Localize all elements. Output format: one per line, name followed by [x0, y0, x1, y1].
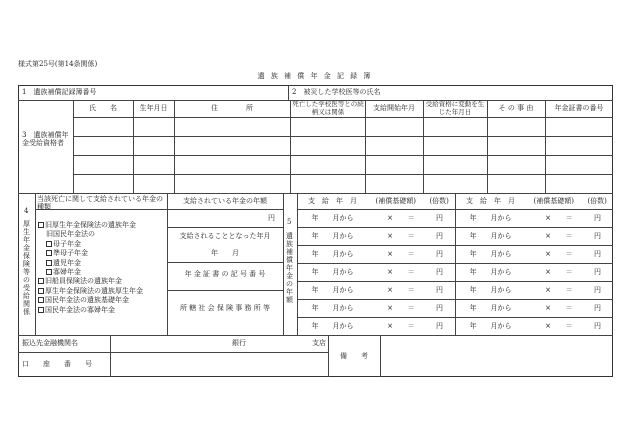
pension-options [38, 221, 166, 315]
amount-header: 支給されている年金の年額 [183, 197, 267, 205]
cell-times: × [545, 285, 551, 294]
page-title: 遺 族 補 償 年 金 記 録 簿 [257, 72, 373, 80]
option-kokumin-kiso[interactable] [38, 296, 166, 305]
cell-from: 年 月から [469, 267, 512, 276]
start-year-month: 年 月 [211, 249, 239, 257]
header-reason: そ の 事 由 [498, 104, 534, 112]
row-line [73, 136, 613, 137]
option-old-kosei[interactable] [38, 221, 166, 230]
option-label: 旧船員保険法の遺族年金 [45, 277, 122, 286]
cell-from: 年 月から [469, 231, 512, 240]
option-boshi[interactable] [38, 240, 166, 249]
cell-equals: ＝ [407, 285, 415, 294]
row-line [73, 174, 613, 175]
col-line [288, 85, 289, 100]
row-line [297, 317, 613, 318]
row-line [297, 245, 613, 246]
checkbox-icon[interactable] [38, 288, 44, 294]
cell-yen: 円 [436, 249, 443, 258]
checkbox-icon[interactable] [38, 278, 44, 284]
col-line [133, 100, 134, 193]
form-number: 様式第25号(第14条関係) [18, 60, 98, 68]
option-iji[interactable] [38, 259, 166, 268]
header-start: 支給開始年月 [373, 104, 415, 112]
option-label: 母子年金 [53, 239, 81, 248]
row-line [18, 193, 613, 194]
bank-text: 銀行 [232, 339, 246, 347]
amount-unit: 円 [268, 214, 275, 222]
row-line [18, 352, 328, 353]
row-line [18, 335, 613, 336]
cell-yen: 円 [594, 213, 601, 222]
col-line [73, 100, 74, 193]
branch-text: 支店 [312, 339, 326, 347]
header-pay-period: 支 給 年 月 [308, 197, 358, 205]
header-address: 住 所 [211, 104, 253, 112]
cell-equals: ＝ [565, 213, 573, 222]
option-label: 寡婦年金 [53, 268, 81, 277]
header-pay-period: 支 給 年 月 [466, 197, 516, 205]
option-kokumin-kafu[interactable] [38, 306, 166, 315]
cell-yen: 円 [436, 303, 443, 312]
option-senin[interactable] [38, 277, 166, 286]
section1-label: 1 遺族補償記録簿番号 [22, 88, 97, 96]
header-relation: 死亡した学校医等との続柄又は関係 [292, 100, 364, 116]
col-line [110, 335, 111, 377]
header-change: 受給資格に変動を生じた年月日 [425, 100, 485, 116]
cell-from: 年 月から [311, 267, 354, 276]
account-label: 口 座 番 号 [22, 360, 92, 368]
cell-equals: ＝ [565, 231, 573, 240]
cell-times: × [387, 285, 393, 294]
checkbox-icon[interactable] [38, 222, 44, 228]
section5-vertical-label: 遺族補償年金の年額 [286, 232, 293, 304]
cell-yen: 円 [594, 249, 601, 258]
section4-header: 当該死亡に関して支給されている年金の種類 [37, 195, 163, 211]
section4-number: 4 [24, 207, 29, 215]
section3-label-text: 3 遺族補償年金受給資格者 [22, 131, 69, 147]
col-line [283, 193, 284, 335]
cell-equals: ＝ [407, 267, 415, 276]
option-label: 準母子年金 [53, 249, 88, 258]
cell-yen: 円 [594, 321, 601, 330]
row-line [297, 263, 613, 264]
header-cert: 年金証書の番号 [554, 104, 604, 112]
cell-yen: 円 [436, 267, 443, 276]
section4-vertical-label: 厚生年金保険等の受給関係 [23, 220, 30, 316]
row-line [297, 281, 613, 282]
section5-number: 5 [287, 218, 292, 226]
cell-yen: 円 [594, 267, 601, 276]
row-line [297, 209, 613, 210]
header-base-amount: (補償基礎額) [533, 197, 574, 205]
cell-equals: ＝ [565, 321, 573, 330]
cell-times: × [545, 303, 551, 312]
row-line [73, 117, 613, 118]
row-line [167, 290, 283, 291]
cell-equals: ＝ [565, 249, 573, 258]
col-line [365, 100, 366, 193]
col-line [487, 100, 488, 193]
header-multiplier: (倍数) [429, 197, 449, 205]
cell-from: 年 月から [469, 321, 512, 330]
cell-yen: 円 [594, 303, 601, 312]
cell-times: × [545, 231, 551, 240]
option-label: 旧厚生年金保険法の遺族年金 [45, 221, 136, 229]
checkbox-icon[interactable] [38, 307, 44, 313]
cell-times: × [387, 249, 393, 258]
option-kosei[interactable] [38, 287, 166, 296]
cell-times: × [387, 303, 393, 312]
cell-equals: ＝ [565, 285, 573, 294]
cell-equals: ＝ [407, 231, 415, 240]
option-label: 国民年金法の寡婦年金 [45, 305, 115, 314]
cell-equals: ＝ [407, 249, 415, 258]
cell-equals: ＝ [565, 267, 573, 276]
row-line [167, 227, 283, 228]
cell-equals: ＝ [407, 321, 415, 330]
cell-times: × [545, 267, 551, 276]
cell-from: 年 月から [311, 303, 354, 312]
cell-equals: ＝ [565, 303, 573, 312]
start-label: 支給されることとなった年月 [179, 232, 271, 240]
cell-from: 年 月から [311, 285, 354, 294]
option-old-kokumin [38, 230, 166, 239]
checkbox-icon[interactable] [46, 250, 52, 256]
cell-from: 年 月から [469, 249, 512, 258]
checkbox-icon[interactable] [38, 297, 44, 303]
cell-from: 年 月から [311, 249, 354, 258]
row-line [297, 227, 613, 228]
cell-from: 年 月から [469, 285, 512, 294]
cell-equals: ＝ [407, 303, 415, 312]
cell-times: × [545, 213, 551, 222]
header-birthdate: 生年月日 [139, 104, 168, 112]
cell-yen: 円 [436, 213, 443, 222]
office-label: 所 轄 社 会 保 険 事 務 所 等 [179, 304, 271, 312]
remarks-label: 備 考 [340, 352, 368, 360]
cell-times: × [387, 213, 393, 222]
option-label: 遺児年金 [53, 258, 81, 267]
cell-times: × [545, 249, 551, 258]
cert-label: 年 金 証 書 の 記 号 番 号 [184, 270, 266, 278]
option-label: 国民年金法の遺族基礎年金 [45, 296, 129, 305]
cell-times: × [387, 267, 393, 276]
cell-times: × [545, 321, 551, 330]
option-jun-boshi[interactable] [38, 249, 166, 258]
header-name: 氏 名 [89, 104, 117, 112]
row-line [167, 262, 283, 263]
cell-from: 年 月から [469, 303, 512, 312]
section3-label [20, 131, 72, 147]
header-multiplier: (倍数) [587, 197, 607, 205]
option-label: 旧国民年金法の [46, 230, 95, 239]
row-line [73, 155, 613, 156]
checkbox-icon[interactable] [46, 260, 52, 266]
cell-yen: 円 [436, 285, 443, 294]
checkbox-icon[interactable] [46, 269, 52, 275]
row-line [167, 209, 283, 210]
col-line [35, 193, 36, 335]
cell-from: 年 月から [311, 213, 354, 222]
row-line [297, 299, 613, 300]
cell-times: × [387, 231, 393, 240]
cell-yen: 円 [436, 231, 443, 240]
col-line [380, 335, 381, 377]
cell-from: 年 月から [311, 231, 354, 240]
col-line [174, 100, 175, 193]
bank-label: 振込先金融機関名 [22, 339, 78, 347]
cell-times: × [387, 321, 393, 330]
cell-yen: 円 [594, 285, 601, 294]
col-line [545, 100, 546, 193]
cell-from: 年 月から [311, 321, 354, 330]
cell-equals: ＝ [407, 213, 415, 222]
cell-yen: 円 [594, 231, 601, 240]
header-base-amount: (補償基礎額) [375, 197, 416, 205]
section2-label: 2 被災した学校医等の氏名 [292, 88, 381, 96]
cell-yen: 円 [436, 321, 443, 330]
cell-from: 年 月から [469, 213, 512, 222]
option-label: 厚生年金保険法の遺族厚生年金 [45, 286, 143, 295]
checkbox-icon[interactable] [46, 241, 52, 247]
